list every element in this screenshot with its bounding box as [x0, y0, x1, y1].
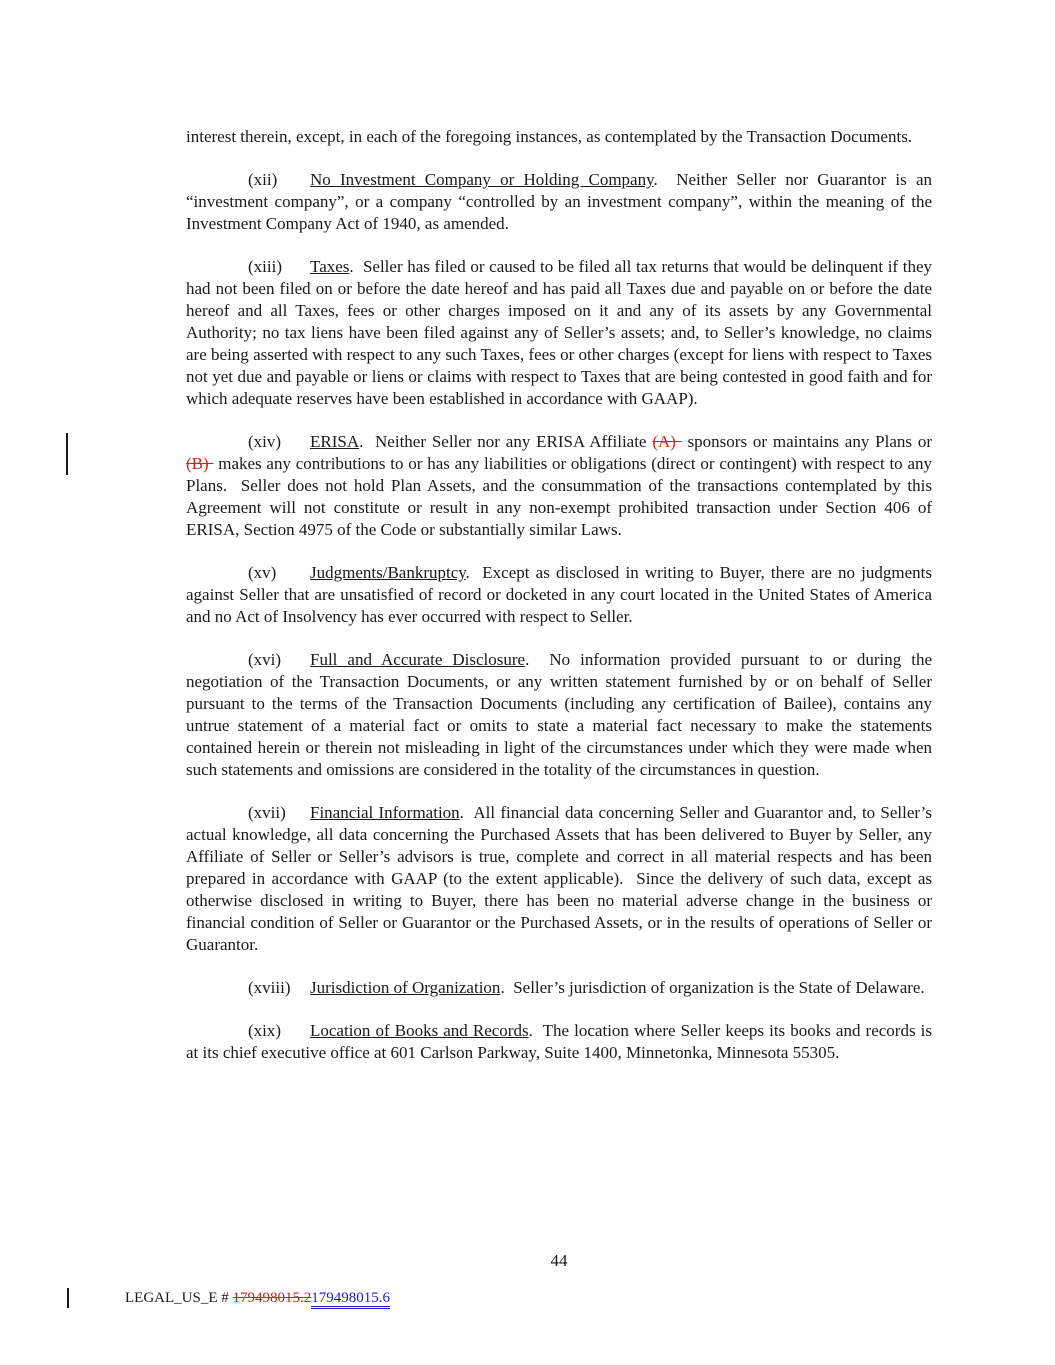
paragraph-number: (xv)	[248, 563, 277, 582]
text-run: . The location where Seller keeps its books and records is at its chief executive office at 601 Carlson Parkway, Suite 1400, Minnetonka, Minnesota 55305.	[186, 1021, 932, 1062]
text-run: sponsors or maintains any Plans or	[681, 432, 932, 451]
paragraph-xviii-jurisdiction-of-organization	[186, 977, 932, 999]
paragraph-heading: Jurisdiction of Organization	[310, 978, 501, 997]
paragraph-xii-no-investment-company	[186, 169, 932, 235]
text-run: . All financial data concerning Seller and Guarantor and, to Seller’s actual knowledge, all data concerning the Purchased Assets that has been delivered to Buyer by Seller, any Affiliate of Seller or Seller’s advisors is true, complete and correct in all material respects and has been prepared in accordance with GAAP (to the extent applicable). Since the delivery of such data, except as otherwise disclosed in writing to Buyer, there has been no material adverse change in the business or financial condition of Seller or Guarantor or the Purchased Assets, or in the results of operations of Seller or Guarantor.	[186, 803, 932, 954]
text-run: makes any contributions to or has any liabilities or obligations (direct or contingent) with respect to any Plans. Seller does not hold Plan Assets, and the consummation of the transactions contemplated by this Agreement will not constitute or result in any non-exempt prohibited transaction under Section 406 of ERISA, Section 4975 of the Code or substantially similar Laws.	[186, 454, 932, 539]
paragraph-heading: No Investment Company or Holding Company	[310, 170, 654, 189]
text-run: . No information provided pursuant to or during the negotiation of the Transaction Documents, or any written statement furnished by or on behalf of Seller pursuant to the terms of the Transaction Documents (including any certification of Bailee), contains any untrue statement of a material fact or omits to state a material fact necessary to make the statements contained herein or therein not misleading in light of the circumstances under which they were made when such statements and omissions are considered in the totality of the circumstances in question.	[186, 650, 932, 779]
paragraph-xv-judgments-bankruptcy	[186, 562, 932, 628]
paragraph-heading: Taxes	[310, 257, 350, 276]
document-body	[186, 126, 932, 1085]
paragraph-heading: Location of Books and Records	[310, 1021, 529, 1040]
text-run: . Neither Seller nor any ERISA Affiliate	[359, 432, 653, 451]
text-run: . Seller’s jurisdiction of organization is the State of Delaware.	[500, 978, 925, 997]
deleted-text: (A)	[652, 432, 682, 451]
text-run: . Seller has filed or caused to be filed all tax returns that would be delinquent if they had not been filed on or before the date hereof and has paid all Taxes due and payable on or before the date hereof and all Taxes, fees or other charges imposed on it and any of its assets by any Governmental Authority; no tax liens have been filed against any of Seller’s assets; and, to Seller’s knowledge, no claims are being asserted with respect to any such Taxes, fees or other charges (except for liens with respect to Taxes not yet due and payable or liens or claims with respect to Taxes that are being contested in good faith and for which adequate reserves have been established in accordance with GAAP).	[186, 257, 932, 408]
paragraph-heading: Judgments/Bankruptcy	[310, 563, 466, 582]
paragraph-xvi-full-and-accurate-disclosure	[186, 649, 932, 781]
paragraph-number: (xix)	[248, 1021, 282, 1040]
page-number: 44	[550, 1251, 568, 1270]
footer-doc-id-deleted: 179498015.2	[232, 1290, 312, 1306]
paragraph-number: (xiii)	[248, 257, 282, 276]
text-run: . Neither Seller nor Guarantor is an “investment company”, or a company “controlled by an investment company”, within the meaning of the Investment Company Act of 1940, as amended.	[186, 170, 932, 233]
paragraph-xiii-taxes	[186, 256, 932, 410]
paragraph-xiv-erisa	[186, 431, 932, 541]
paragraph-xix-location-of-books-and-records	[186, 1020, 932, 1064]
change-bar	[67, 1288, 69, 1308]
paragraph-number: (xvi)	[248, 650, 282, 669]
paragraph-heading: Financial Information	[310, 803, 460, 822]
deleted-text: (B)	[186, 454, 214, 473]
paragraph-number: (xii)	[248, 170, 278, 189]
text-run: interest therein, except, in each of the foregoing instances, as contemplated by the Transaction Documents.	[186, 127, 913, 146]
paragraph-number: (xvii)	[248, 803, 286, 822]
footer	[125, 1288, 390, 1308]
paragraph-number: (xiv)	[248, 432, 282, 451]
text-run: . Except as disclosed in writing to Buyer, there are no judgments against Seller that are unsatisfied of record or docketed in any court located in the United States of America and no Act of Insolvency has ever occurred with respect to Seller.	[186, 563, 932, 626]
paragraph-heading: Full and Accurate Disclosure	[310, 650, 526, 669]
paragraph-continuation	[186, 126, 932, 148]
footer-doc-id-prefix: LEGAL_US_E #	[125, 1290, 233, 1306]
paragraph-number: (xviii)	[248, 978, 291, 997]
footer-doc-id-inserted: 179498015.6	[311, 1290, 390, 1309]
paragraph-xvii-financial-information	[186, 802, 932, 956]
change-bar	[66, 433, 68, 475]
paragraph-heading: ERISA	[310, 432, 360, 451]
